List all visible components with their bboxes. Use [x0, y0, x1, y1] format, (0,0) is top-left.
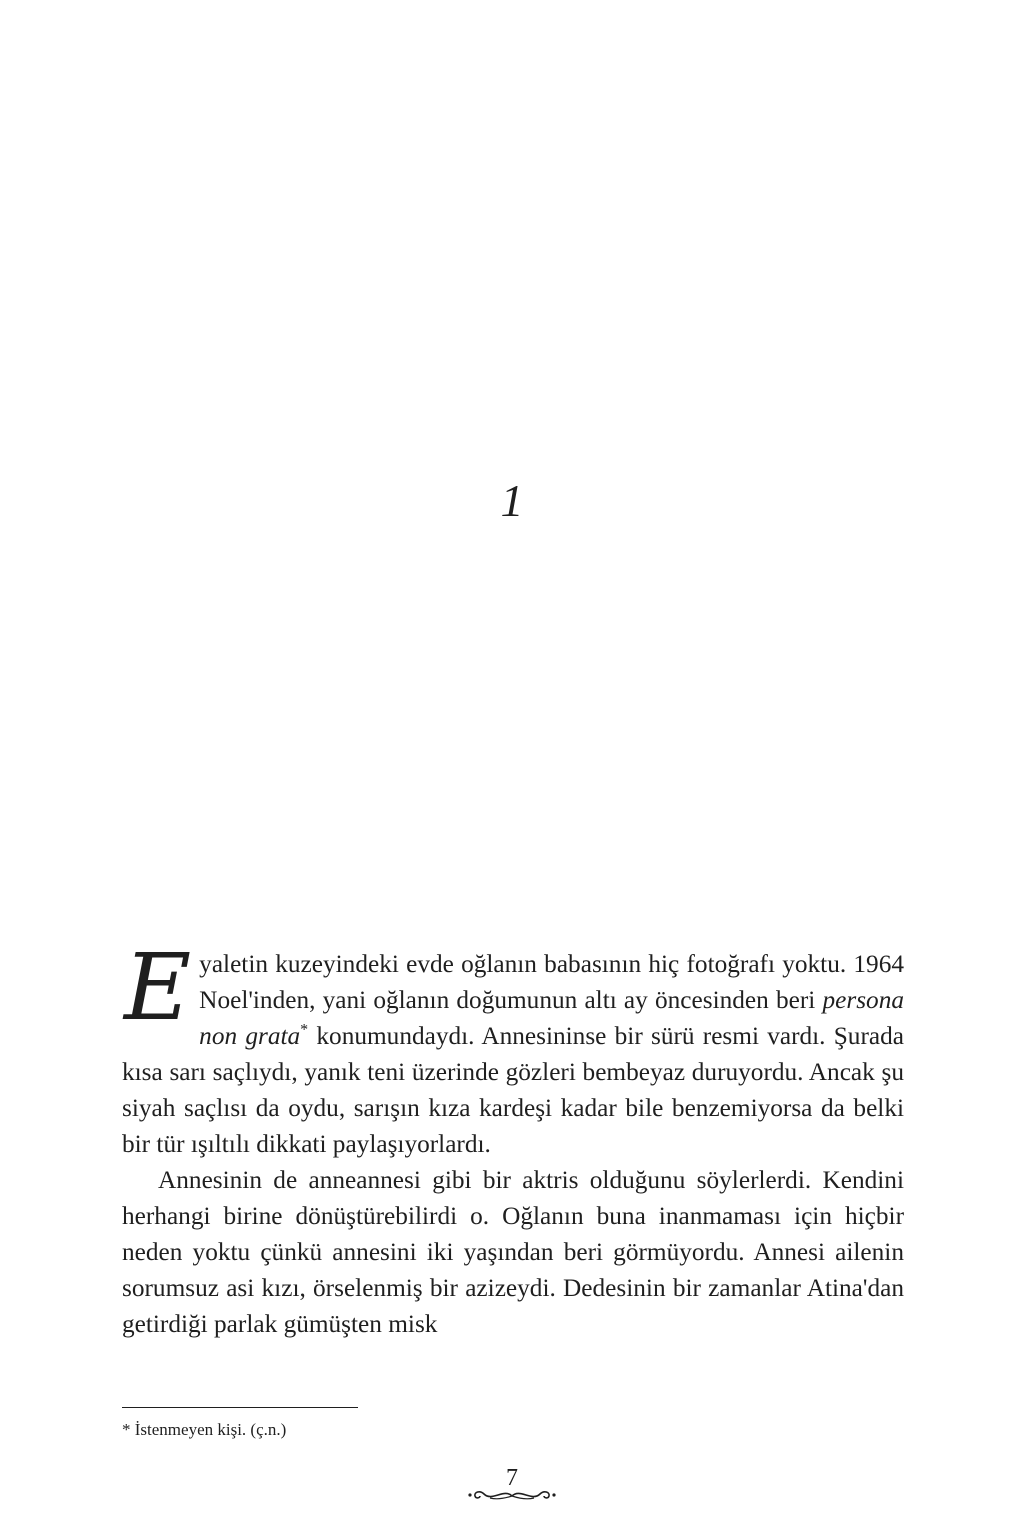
paragraph-1-text-b: konumundaydı. Annesininse bir sürü resmi vardı. Şurada kısa sarı saçlıydı, yanık teni üzerinde gözleri bembeyaz duruyordu. Ancak şu siyah saçlısı da oydu, sarışın kıza kardeşi kadar bile benzemiyorsa da belki bir tür ışıltılı dikkati paylaşıyorlardı. [122, 1022, 904, 1158]
paragraph-2: Annesinin de anneannesi gibi bir aktris olduğunu söylerlerdi. Kendini herhangi birine dönüştürebilirdi o. Oğlanın buna inanmaması için hiçbir neden yoktu çünkü annesini iki yaşından beri görmüyordu. Annesi ailenin sorumsuz asi kızı, örselenmiş bir azizeydi. Dedesinin bir zamanlar Atina'dan getirdiği parlak gümüşten misk [122, 1166, 904, 1338]
page-number: 7 [506, 1465, 518, 1491]
drop-cap: E [124, 934, 192, 1041]
chapter-number: 1 [500, 475, 524, 526]
paragraph-1-text-a: yaletin kuzeyindeki evde oğlanın babasının hiç fotoğrafı yoktu. 1964 Noel'inden, yani oğlanın doğumunun altı ay öncesinden beri [199, 950, 904, 1014]
footnote: * İstenmeyen kişi. (ç.n.) [122, 1420, 287, 1439]
footnote-marker: * [300, 1021, 309, 1039]
body-text [122, 934, 904, 1342]
latin-phrase: persona non grata [199, 986, 904, 1050]
page-footer [0, 1466, 1024, 1504]
footnote-divider [122, 1407, 358, 1408]
paragraph-1 [122, 934, 904, 1162]
